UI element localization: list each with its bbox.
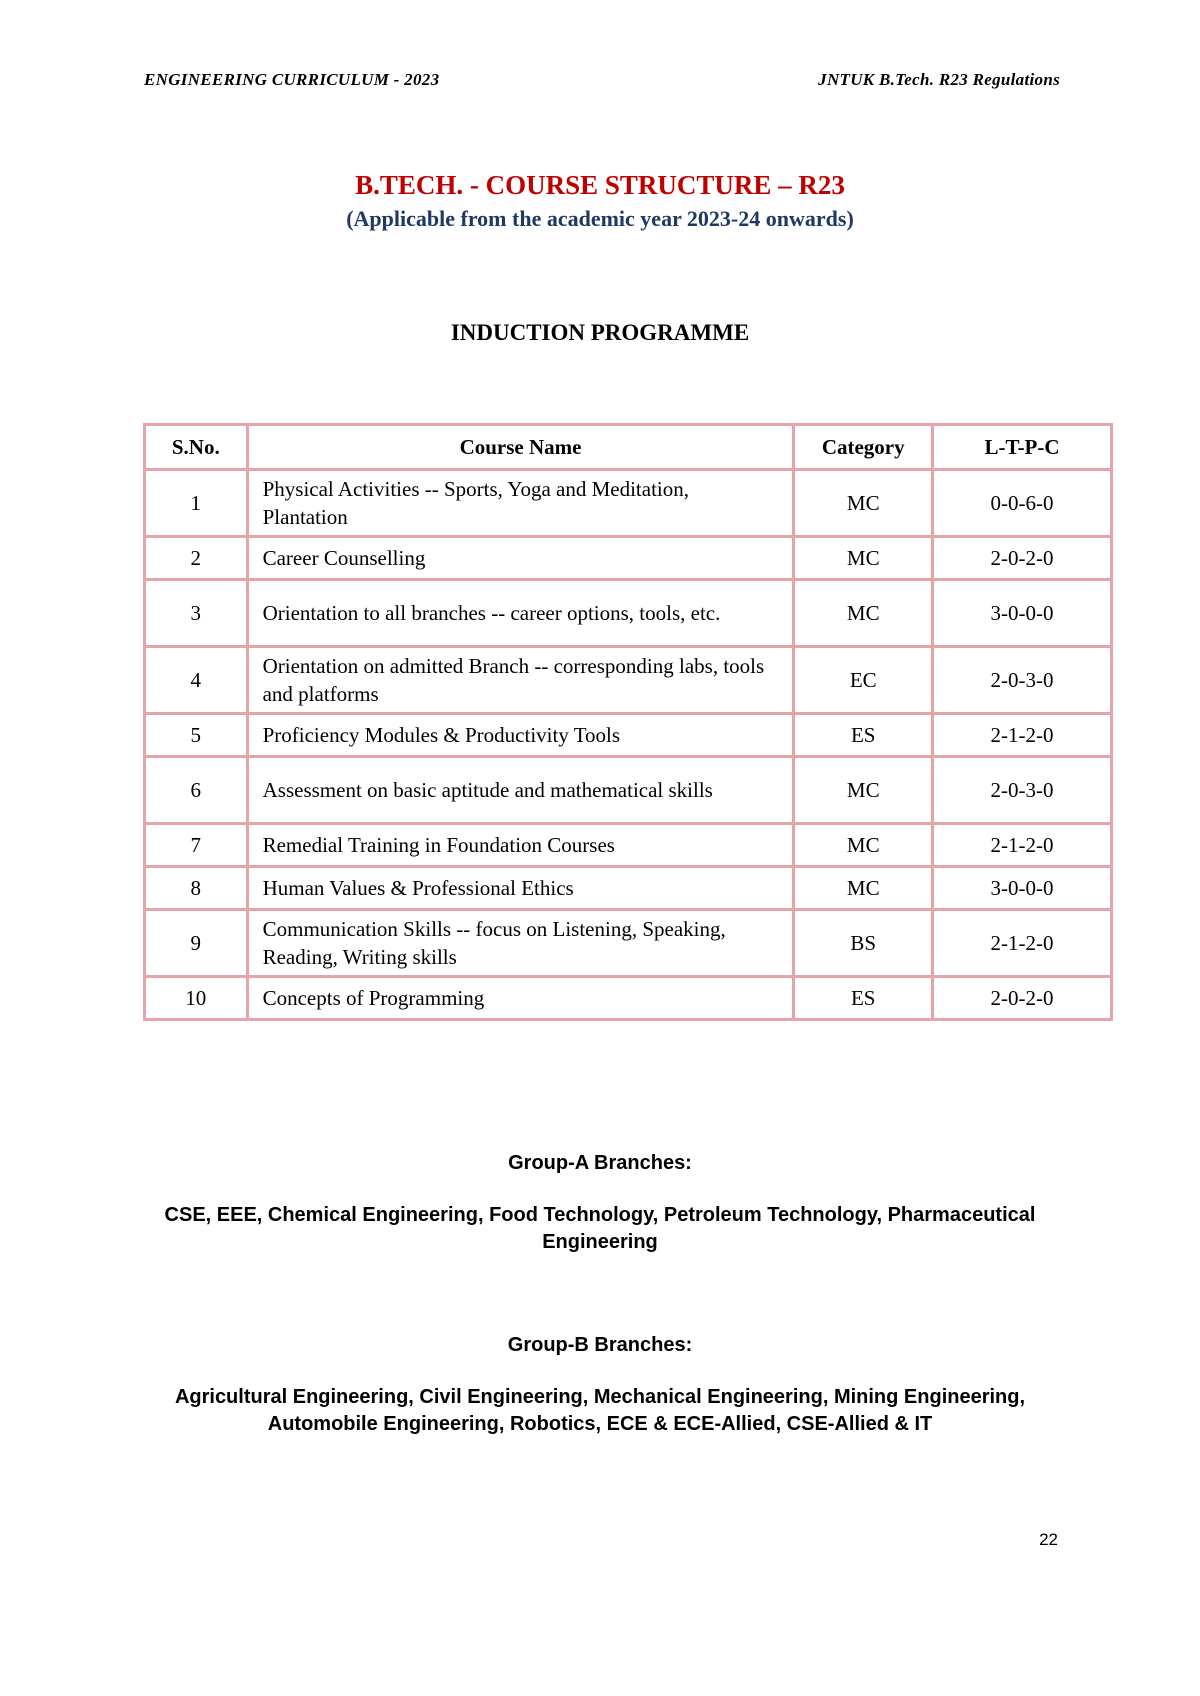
table-header-row <box>145 425 1112 470</box>
row-sno: 9 <box>145 910 248 977</box>
table-row <box>145 714 1112 757</box>
row-course-name: Physical Activities -- Sports, Yoga and Meditation, Plantation <box>247 470 794 537</box>
row-category: MC <box>794 470 933 537</box>
row-ltpc: 2-1-2-0 <box>933 824 1112 867</box>
row-category: MC <box>794 757 933 824</box>
header-category: Category <box>794 425 933 470</box>
row-category: ES <box>794 977 933 1020</box>
row-ltpc: 2-0-3-0 <box>933 647 1112 714</box>
row-sno: 4 <box>145 647 248 714</box>
row-ltpc: 2-0-2-0 <box>933 537 1112 580</box>
table-row <box>145 647 1112 714</box>
group-a-branches: CSE, EEE, Chemical Engineering, Food Technology, Petroleum Technology, Pharmaceutical Engineering <box>164 1204 1036 1253</box>
group-b-title: Group-B Branches: <box>507 1334 693 1356</box>
row-course-name: Assessment on basic aptitude and mathematical skills <box>247 757 794 824</box>
row-course-name: Orientation on admitted Branch -- corresponding labs, tools and platforms <box>247 647 794 714</box>
group-b-branches: Agricultural Engineering, Civil Engineering, Mechanical Engineering, Mining Engineering, Automobile Engineering, Robotics, ECE & ECE-Allied, CSE-Allied & IT <box>174 1386 1026 1435</box>
row-course-name: Communication Skills -- focus on Listening, Speaking, Reading, Writing skills <box>247 910 794 977</box>
table-row <box>145 910 1112 977</box>
row-category: BS <box>794 910 933 977</box>
row-ltpc: 0-0-6-0 <box>933 470 1112 537</box>
group-a-title: Group-A Branches: <box>508 1152 692 1174</box>
row-category: MC <box>794 867 933 910</box>
row-sno: 5 <box>145 714 248 757</box>
table-row <box>145 824 1112 867</box>
row-sno: 10 <box>145 977 248 1020</box>
row-ltpc: 3-0-0-0 <box>933 580 1112 647</box>
header-curriculum: ENGINEERING CURRICULUM - 2023 <box>144 70 440 89</box>
row-course-name: Human Values & Professional Ethics <box>247 867 794 910</box>
header-course-name: Course Name <box>247 425 794 470</box>
row-sno: 6 <box>145 757 248 824</box>
row-ltpc: 2-1-2-0 <box>933 910 1112 977</box>
row-course-name: Concepts of Programming <box>247 977 794 1020</box>
table-row <box>145 580 1112 647</box>
section-title: INDUCTION PROGRAMME <box>450 320 750 345</box>
row-category: MC <box>794 537 933 580</box>
header-regulations: JNTUK B.Tech. R23 Regulations <box>818 70 1060 89</box>
table-row <box>145 537 1112 580</box>
page-title: B.TECH. - COURSE STRUCTURE – R23 <box>355 170 845 200</box>
row-category: EC <box>794 647 933 714</box>
row-sno: 8 <box>145 867 248 910</box>
row-ltpc: 2-0-3-0 <box>933 757 1112 824</box>
row-sno: 3 <box>145 580 248 647</box>
course-table <box>143 423 1113 1021</box>
table-row <box>145 867 1112 910</box>
row-sno: 1 <box>145 470 248 537</box>
row-course-name: Orientation to all branches -- career options, tools, etc. <box>247 580 794 647</box>
row-ltpc: 3-0-0-0 <box>933 867 1112 910</box>
row-ltpc: 2-0-2-0 <box>933 977 1112 1020</box>
row-sno: 2 <box>145 537 248 580</box>
table-row <box>145 470 1112 537</box>
header-sno: S.No. <box>145 425 248 470</box>
row-sno: 7 <box>145 824 248 867</box>
row-category: MC <box>794 824 933 867</box>
header-ltpc: L-T-P-C <box>933 425 1112 470</box>
page-number: 22 <box>1039 1530 1058 1549</box>
row-course-name: Remedial Training in Foundation Courses <box>247 824 794 867</box>
page-subtitle: (Applicable from the academic year 2023-24 onwards) <box>346 206 854 231</box>
row-category: MC <box>794 580 933 647</box>
row-category: ES <box>794 714 933 757</box>
row-course-name: Career Counselling <box>247 537 794 580</box>
row-course-name: Proficiency Modules & Productivity Tools <box>247 714 794 757</box>
table-row <box>145 977 1112 1020</box>
table-row <box>145 757 1112 824</box>
row-ltpc: 2-1-2-0 <box>933 714 1112 757</box>
